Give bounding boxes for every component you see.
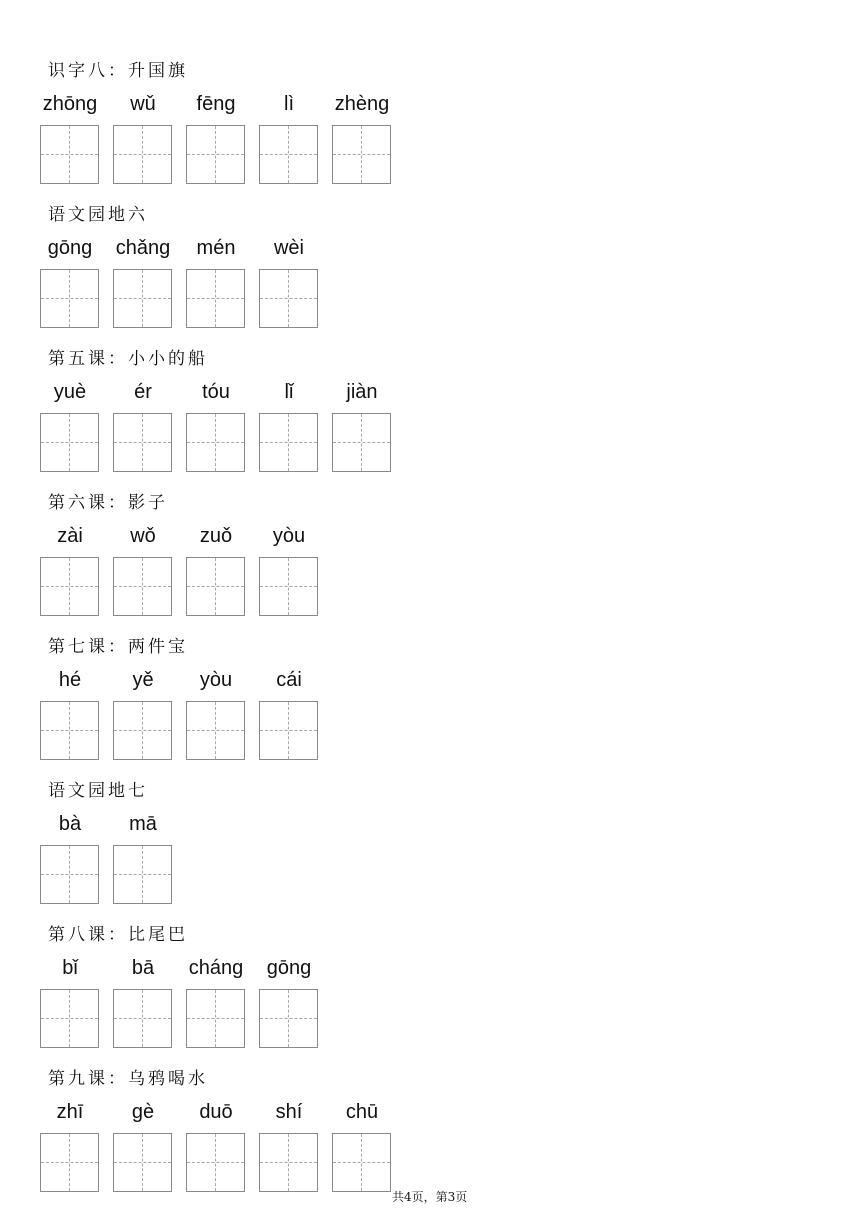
lesson-section bbox=[0, 492, 868, 636]
horizontal-guide-line bbox=[114, 298, 171, 299]
pinyin-label: wǔ bbox=[130, 93, 156, 115]
tian-zi-ge-box[interactable] bbox=[259, 989, 318, 1048]
tian-zi-ge-box[interactable] bbox=[259, 269, 318, 328]
tian-zi-ge-box[interactable] bbox=[113, 845, 172, 904]
tian-zi-ge-box[interactable] bbox=[113, 1133, 172, 1192]
tian-zi-ge-box[interactable] bbox=[332, 1133, 391, 1192]
lesson-section bbox=[0, 780, 868, 924]
horizontal-guide-line bbox=[187, 730, 244, 731]
page-number-text: 共4页，第3页 bbox=[392, 1190, 468, 1204]
pinyin-label: zài bbox=[57, 525, 83, 547]
pinyin-label: yòu bbox=[199, 669, 233, 691]
horizontal-guide-line bbox=[41, 442, 98, 443]
tian-zi-ge-box[interactable] bbox=[332, 413, 391, 472]
horizontal-guide-line bbox=[114, 730, 171, 731]
tian-zi-ge-box[interactable] bbox=[113, 557, 172, 616]
horizontal-guide-line bbox=[187, 1018, 244, 1019]
tian-zi-ge-box[interactable] bbox=[40, 701, 99, 760]
horizontal-guide-line bbox=[187, 298, 244, 299]
lesson-title: 识字八：升国旗 bbox=[48, 61, 188, 81]
tian-zi-ge-box[interactable] bbox=[186, 413, 245, 472]
tian-zi-ge-box[interactable] bbox=[186, 989, 245, 1048]
pinyin-label: mén bbox=[196, 237, 236, 259]
pinyin-label: wǒ bbox=[130, 525, 156, 547]
tian-zi-ge-box[interactable] bbox=[259, 413, 318, 472]
horizontal-guide-line bbox=[260, 1018, 317, 1019]
tian-zi-ge-box[interactable] bbox=[259, 1133, 318, 1192]
lesson-section bbox=[0, 924, 868, 1068]
lesson-section bbox=[0, 636, 868, 780]
pinyin-label: duō bbox=[199, 1101, 233, 1123]
tian-zi-ge-box[interactable] bbox=[113, 701, 172, 760]
lesson-section bbox=[0, 204, 868, 348]
horizontal-guide-line bbox=[333, 442, 390, 443]
horizontal-guide-line bbox=[260, 586, 317, 587]
horizontal-guide-line bbox=[260, 442, 317, 443]
horizontal-guide-line bbox=[187, 586, 244, 587]
lesson-title: 第九课：乌鸦喝水 bbox=[48, 1069, 208, 1089]
horizontal-guide-line bbox=[114, 1018, 171, 1019]
pinyin-label: bǐ bbox=[62, 957, 78, 979]
horizontal-guide-line bbox=[333, 1162, 390, 1163]
tian-zi-ge-box[interactable] bbox=[259, 557, 318, 616]
horizontal-guide-line bbox=[114, 874, 171, 875]
pinyin-label: zuǒ bbox=[199, 525, 233, 547]
horizontal-guide-line bbox=[187, 1162, 244, 1163]
horizontal-guide-line bbox=[260, 298, 317, 299]
tian-zi-ge-box[interactable] bbox=[186, 269, 245, 328]
horizontal-guide-line bbox=[260, 154, 317, 155]
pinyin-label: lǐ bbox=[284, 381, 294, 403]
tian-zi-ge-box[interactable] bbox=[40, 1133, 99, 1192]
lesson-section bbox=[0, 60, 868, 204]
tian-zi-ge-box[interactable] bbox=[186, 701, 245, 760]
tian-zi-ge-box[interactable] bbox=[113, 413, 172, 472]
pinyin-label: tóu bbox=[202, 381, 230, 403]
tian-zi-ge-box[interactable] bbox=[259, 125, 318, 184]
tian-zi-ge-box[interactable] bbox=[186, 557, 245, 616]
pinyin-label: zhèng bbox=[334, 93, 390, 115]
pinyin-label: yě bbox=[132, 669, 154, 691]
horizontal-guide-line bbox=[41, 154, 98, 155]
horizontal-guide-line bbox=[41, 298, 98, 299]
horizontal-guide-line bbox=[333, 154, 390, 155]
horizontal-guide-line bbox=[114, 442, 171, 443]
lesson-title: 第七课：两件宝 bbox=[48, 637, 188, 657]
lesson-title: 语文园地六 bbox=[48, 205, 148, 225]
pinyin-label: ér bbox=[134, 381, 152, 403]
tian-zi-ge-box[interactable] bbox=[40, 413, 99, 472]
horizontal-guide-line bbox=[41, 730, 98, 731]
tian-zi-ge-box[interactable] bbox=[113, 989, 172, 1048]
pinyin-label: zhī bbox=[56, 1101, 84, 1123]
pinyin-label: lì bbox=[284, 93, 294, 115]
lesson-title: 第六课：影子 bbox=[48, 493, 168, 513]
pinyin-label: jiàn bbox=[346, 381, 378, 403]
horizontal-guide-line bbox=[41, 874, 98, 875]
pinyin-label: yuè bbox=[53, 381, 87, 403]
tian-zi-ge-box[interactable] bbox=[259, 701, 318, 760]
pinyin-label: hé bbox=[58, 669, 82, 691]
tian-zi-ge-box[interactable] bbox=[332, 125, 391, 184]
lesson-section bbox=[0, 348, 868, 492]
tian-zi-ge-box[interactable] bbox=[40, 845, 99, 904]
pinyin-label: bā bbox=[131, 957, 155, 979]
tian-zi-ge-box[interactable] bbox=[113, 269, 172, 328]
page-footer bbox=[392, 1188, 467, 1206]
horizontal-guide-line bbox=[41, 1162, 98, 1163]
pinyin-label: shí bbox=[275, 1101, 303, 1123]
tian-zi-ge-box[interactable] bbox=[186, 125, 245, 184]
pinyin-label: zhōng bbox=[42, 93, 98, 115]
pinyin-label: bà bbox=[58, 813, 82, 835]
tian-zi-ge-box[interactable] bbox=[40, 269, 99, 328]
horizontal-guide-line bbox=[260, 1162, 317, 1163]
tian-zi-ge-box[interactable] bbox=[186, 1133, 245, 1192]
tian-zi-ge-box[interactable] bbox=[40, 989, 99, 1048]
horizontal-guide-line bbox=[187, 154, 244, 155]
lesson-title: 第八课：比尾巴 bbox=[48, 925, 188, 945]
pinyin-label: yòu bbox=[272, 525, 306, 547]
pinyin-label: gōng bbox=[47, 237, 93, 259]
horizontal-guide-line bbox=[114, 1162, 171, 1163]
lesson-title: 语文园地七 bbox=[48, 781, 148, 801]
pinyin-label: chǎng bbox=[115, 237, 171, 259]
tian-zi-ge-box[interactable] bbox=[113, 125, 172, 184]
horizontal-guide-line bbox=[41, 586, 98, 587]
tian-zi-ge-box[interactable] bbox=[40, 557, 99, 616]
horizontal-guide-line bbox=[260, 730, 317, 731]
horizontal-guide-line bbox=[114, 586, 171, 587]
pinyin-label: mā bbox=[129, 813, 157, 835]
horizontal-guide-line bbox=[114, 154, 171, 155]
pinyin-label: wèi bbox=[273, 237, 304, 259]
tian-zi-ge-box[interactable] bbox=[40, 125, 99, 184]
pinyin-label: cháng bbox=[188, 957, 244, 979]
pinyin-label: cái bbox=[276, 669, 302, 691]
lesson-title: 第五课：小小的船 bbox=[48, 349, 208, 369]
pinyin-label: gōng bbox=[266, 957, 312, 979]
horizontal-guide-line bbox=[41, 1018, 98, 1019]
pinyin-label: chū bbox=[345, 1101, 379, 1123]
horizontal-guide-line bbox=[187, 442, 244, 443]
pinyin-label: gè bbox=[131, 1101, 155, 1123]
pinyin-label: fēng bbox=[196, 93, 236, 115]
